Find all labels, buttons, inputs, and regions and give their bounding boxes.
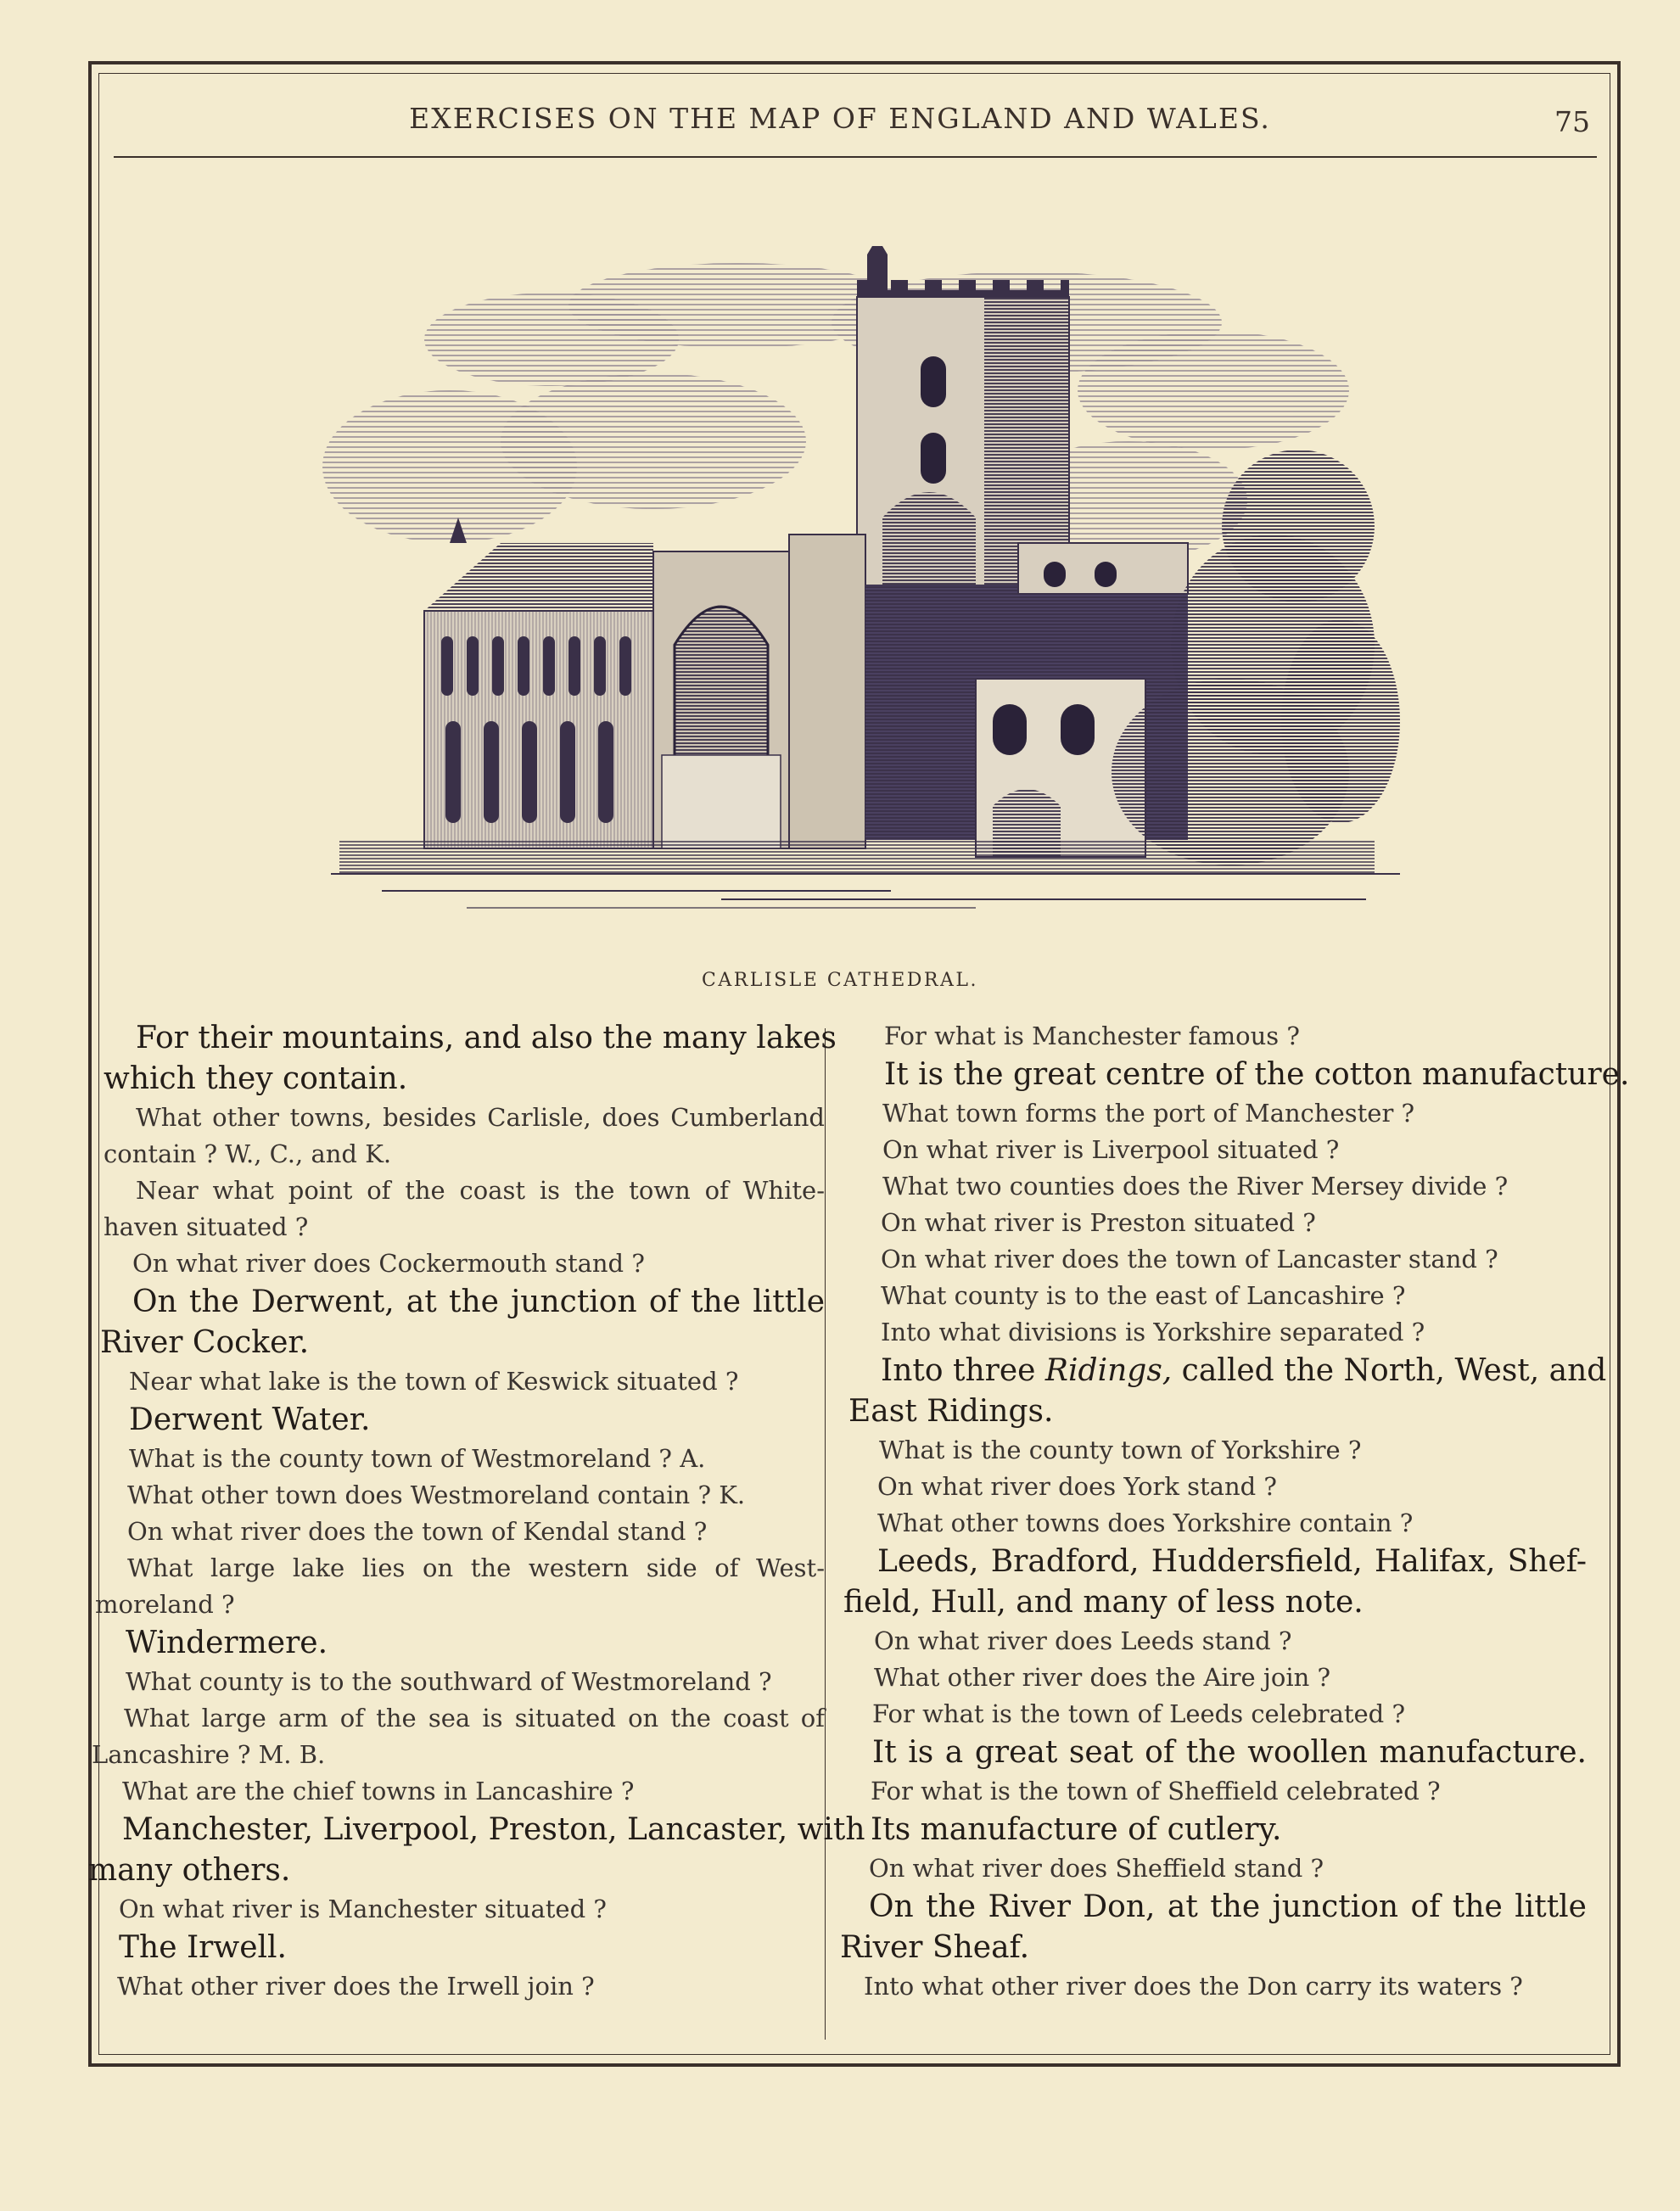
question-line: What large lake lies on the western side of West- bbox=[127, 1553, 825, 1582]
page-number: 75 bbox=[1554, 105, 1590, 138]
illustration-caption: CARLISLE CATHEDRAL. bbox=[702, 970, 978, 991]
answer-line: It is a great seat of the woollen manufacture. bbox=[872, 1735, 1587, 1770]
answer-line: Its manufacture of cutlery. bbox=[871, 1812, 1282, 1847]
question-line: On what river does Leeds stand ? bbox=[874, 1626, 1292, 1655]
question-line: Into what other river does the Don carry its waters ? bbox=[864, 1972, 1523, 2001]
answer-line: Into three Ridings, called the North, West, and bbox=[881, 1353, 1607, 1388]
answer-line: On the River Don, at the junction of the little bbox=[869, 1889, 1587, 1924]
question-line: What other towns, besides Carlisle, does Cumberland bbox=[136, 1103, 825, 1132]
answer-line: It is the great centre of the cotton manufacture. bbox=[884, 1057, 1630, 1092]
question-line: For what is the town of Sheffield celebrated ? bbox=[871, 1777, 1441, 1805]
question-line: What other river does the Irwell join ? bbox=[117, 1972, 595, 2001]
answer-line: many others. bbox=[88, 1853, 291, 1888]
question-line: What is the county town of Westmoreland ? A. bbox=[129, 1444, 706, 1473]
question-line: On what river is Preston situated ? bbox=[881, 1208, 1316, 1237]
answer-line: East Ridings. bbox=[848, 1394, 1054, 1429]
question-line: Lancashire ? M. B. bbox=[92, 1740, 326, 1769]
question-line: What is the county town of Yorkshire ? bbox=[879, 1436, 1362, 1464]
question-line: On what river is Liverpool situated ? bbox=[882, 1135, 1340, 1164]
question-line: What are the chief towns in Lancashire ? bbox=[122, 1777, 635, 1805]
answer-line: River Sheaf. bbox=[840, 1930, 1030, 1965]
answer-line: River Cocker. bbox=[100, 1325, 310, 1360]
question-line: What county is to the east of Lancashire ? bbox=[881, 1281, 1406, 1310]
question-line: Near what point of the coast is the town of White- bbox=[136, 1176, 825, 1205]
ground bbox=[331, 874, 1400, 908]
question-line: On what river does York stand ? bbox=[877, 1472, 1277, 1501]
question-line: What county is to the southward of Westmoreland ? bbox=[126, 1667, 772, 1696]
header-rule bbox=[114, 156, 1597, 158]
question-line: On what river is Manchester situated ? bbox=[119, 1895, 607, 1923]
question-line: What other towns does Yorkshire contain ? bbox=[877, 1509, 1414, 1537]
answer-line: Derwent Water. bbox=[129, 1402, 371, 1437]
question-line: What two counties does the River Mersey divide ? bbox=[882, 1172, 1509, 1201]
east-front bbox=[653, 551, 789, 848]
question-line: contain ? W., C., and K. bbox=[104, 1139, 392, 1168]
running-head: EXERCISES ON THE MAP OF ENGLAND AND WALES. bbox=[409, 102, 1271, 135]
right-column bbox=[840, 1018, 1630, 2005]
question-line: What other town does Westmoreland contain ? K. bbox=[127, 1481, 746, 1509]
carlisle-cathedral-engraving bbox=[297, 246, 1417, 950]
sky-clouds bbox=[322, 263, 1349, 560]
question-line: Into what divisions is Yorkshire separated ? bbox=[881, 1318, 1425, 1346]
left-column bbox=[88, 1018, 865, 2005]
question-line: For what is the town of Leeds celebrated ? bbox=[872, 1699, 1406, 1728]
question-line: On what river does the town of Lancaster stand ? bbox=[881, 1245, 1498, 1273]
answer-line: The Irwell. bbox=[119, 1930, 287, 1965]
nave bbox=[424, 518, 653, 848]
question-line: On what river does the town of Kendal stand ? bbox=[127, 1517, 708, 1546]
answer-line: which they contain. bbox=[104, 1061, 408, 1096]
answer-line: field, Hull, and many of less note. bbox=[843, 1585, 1364, 1620]
question-line: haven situated ? bbox=[104, 1212, 309, 1241]
answer-line: On the Derwent, at the junction of the little bbox=[132, 1285, 825, 1319]
question-line: What town forms the port of Manchester ? bbox=[882, 1099, 1415, 1128]
question-line: What other river does the Aire join ? bbox=[874, 1663, 1331, 1692]
question-line: What large arm of the sea is situated on the coast of bbox=[124, 1704, 825, 1732]
question-line: On what river does Sheffield stand ? bbox=[869, 1854, 1324, 1883]
answer-line: Windermere. bbox=[126, 1626, 328, 1660]
question-line: On what river does Cockermouth stand ? bbox=[132, 1249, 645, 1278]
answer-line: Manchester, Liverpool, Preston, Lancaster, with bbox=[122, 1812, 865, 1847]
question-line: For what is Manchester famous ? bbox=[884, 1022, 1300, 1050]
question-line: moreland ? bbox=[95, 1590, 235, 1619]
answer-line: For their mountains, and also the many lakes bbox=[136, 1021, 837, 1055]
question-line: Near what lake is the town of Keswick situated ? bbox=[129, 1367, 739, 1396]
column-divider bbox=[825, 1028, 826, 2040]
answer-line: Leeds, Bradford, Huddersfield, Halifax, Shef- bbox=[877, 1544, 1587, 1579]
tower bbox=[857, 246, 1069, 585]
